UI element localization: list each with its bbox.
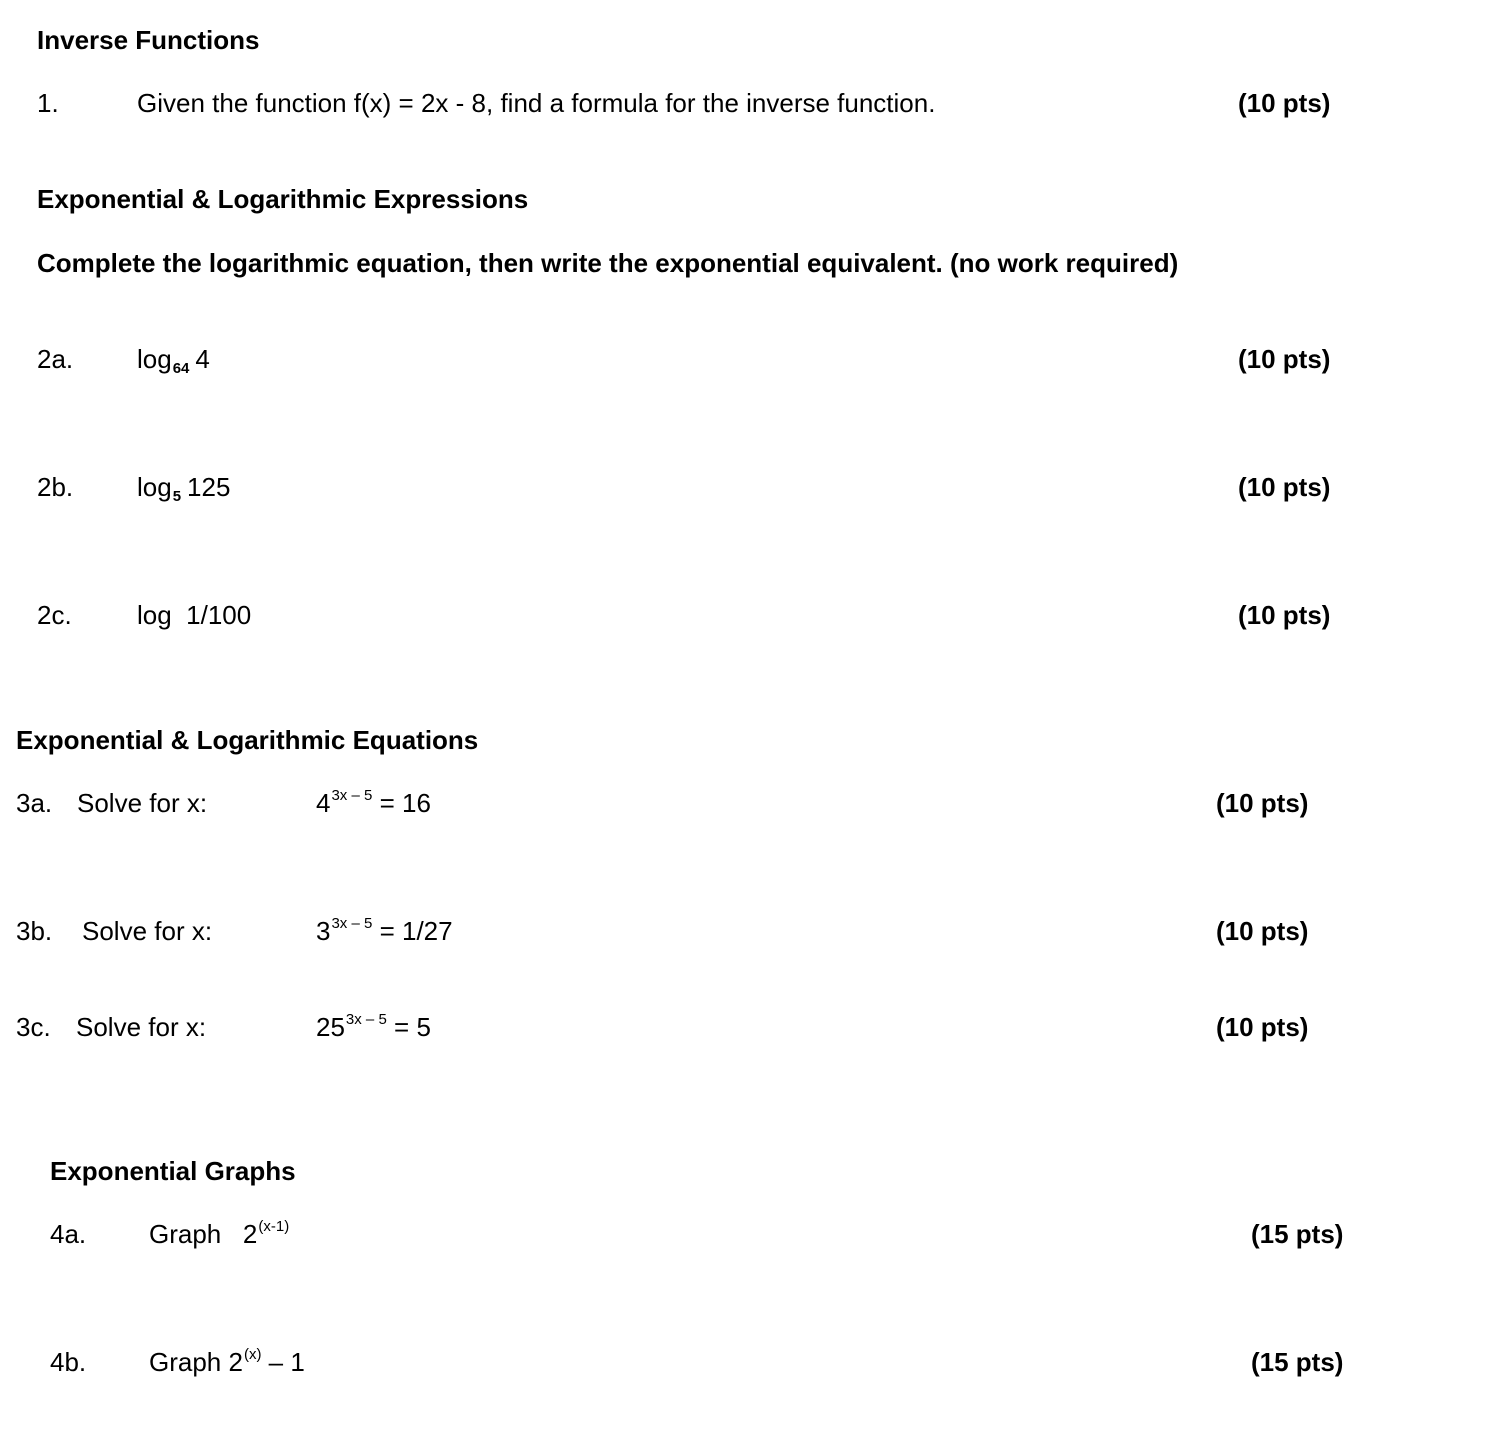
equation-base: 25 [316,1012,345,1042]
question-2b-points: (10 pts) [1238,472,1331,502]
question-1-points: (10 pts) [1238,88,1331,118]
question-2a-expression [137,344,210,377]
section-heading-expressions: Exponential & Logarithmic Expressions [37,184,529,214]
question-number-3b: 3b. [16,916,53,946]
graph-label: Graph 2 [149,1347,243,1377]
log-argument: 125 [187,472,231,502]
equation-exponent: 3x – 5 [331,915,373,932]
question-number-1: 1. [37,88,59,118]
equation-base: 4 [316,788,331,818]
question-3a-label: Solve for x: [77,788,208,818]
question-number-4a: 4a. [50,1219,87,1249]
question-4a-points: (15 pts) [1251,1219,1344,1249]
question-3b-equation [316,915,453,946]
graph-exponent: (x-1) [258,1218,290,1235]
section-heading-graphs: Exponential Graphs [50,1156,296,1186]
question-4a-expression [149,1218,290,1249]
section-heading-equations: Exponential & Logarithmic Equations [16,725,479,755]
graph-exponent: (x) [243,1346,262,1363]
equation-exponent: 3x – 5 [331,787,373,804]
question-2c-expression: log 1/100 [137,600,252,630]
equation-exponent: 3x – 5 [345,1011,387,1028]
question-3c-equation [316,1011,431,1042]
question-number-4b: 4b. [50,1347,87,1377]
log-argument: 4 [195,344,210,374]
equation-base: 3 [316,916,331,946]
question-3a-equation [316,787,431,818]
log-label: log [137,472,172,502]
question-number-2a: 2a. [37,344,74,374]
equation-rhs: = 1/27 [379,916,453,946]
expressions-instruction: Complete the logarithmic equation, then write the exponential equivalent. (no work required) [37,248,1179,278]
question-4b-points: (15 pts) [1251,1347,1344,1377]
question-2a-points: (10 pts) [1238,344,1331,374]
section-heading-inverse-functions: Inverse Functions [37,25,260,55]
question-4b-expression [149,1346,305,1377]
question-2b-expression [137,472,231,505]
question-2c-points: (10 pts) [1238,600,1331,630]
question-number-2b: 2b. [37,472,74,502]
question-1-text: Given the function f(x) = 2x - 8, find a formula for the inverse function. [137,88,936,118]
equation-rhs: = 16 [379,788,431,818]
log-base: 64 [172,360,190,377]
question-number-3a: 3a. [16,788,53,818]
graph-label: Graph 2 [149,1219,258,1249]
question-3c-label: Solve for x: [76,1012,207,1042]
question-3b-points: (10 pts) [1216,916,1309,946]
equation-rhs: = 5 [394,1012,431,1042]
question-3a-points: (10 pts) [1216,788,1309,818]
question-3b-label: Solve for x: [82,916,213,946]
log-label: log [137,344,172,374]
log-base: 5 [172,488,182,505]
question-number-2c: 2c. [37,600,72,630]
question-3c-points: (10 pts) [1216,1012,1309,1042]
graph-tail: – 1 [261,1347,305,1377]
question-number-3c: 3c. [16,1012,51,1042]
